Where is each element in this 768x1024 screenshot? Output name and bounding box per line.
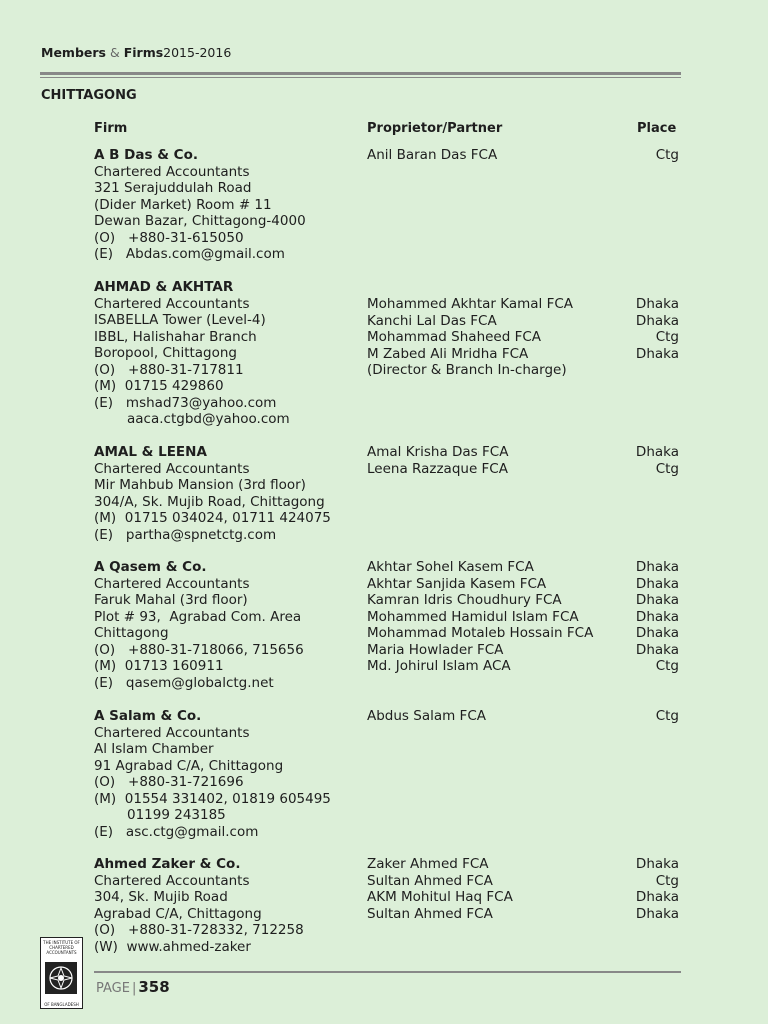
partner-name: Akhtar Sanjida Kasem FCA: [367, 575, 547, 592]
partner-name: M Zabed Ali Mridha FCA: [367, 345, 529, 362]
partner-place: Ctg: [655, 147, 679, 163]
partner-place: Dhaka: [635, 905, 679, 922]
seal-bottom-text: OF BANGLADESH: [44, 1002, 79, 1007]
firm-line: Chartered Accountants: [94, 295, 250, 312]
partner-list: [367, 147, 679, 164]
firm-mobile-alt: 01199 243185: [127, 807, 226, 823]
firm-email: (E) Abdas.com@gmail.com: [94, 246, 285, 262]
partner-place: Ctg: [655, 708, 679, 724]
institute-seal-logo: [40, 937, 83, 1009]
partner-name: AKM Mohitul Haq FCA: [367, 889, 513, 905]
partner-row: [367, 889, 679, 906]
firm-mobile: (M) 01713 160911: [94, 658, 224, 674]
partner-row: [367, 906, 679, 923]
partner-list: [367, 856, 679, 922]
header-amp: &: [109, 45, 120, 60]
firm-line: Dewan Bazar, Chittagong-4000: [94, 213, 306, 229]
partner-row: [367, 147, 679, 164]
page-label: PAGE: [96, 981, 130, 996]
partner-place: Dhaka: [635, 608, 679, 625]
firm-web: (W) www.ahmed-zaker: [94, 938, 251, 955]
partner-name: (Director & Branch In-charge): [367, 362, 567, 378]
firm-line: Chartered Accountants: [94, 163, 250, 180]
partner-row: [367, 592, 679, 609]
firm-mobile: (M) 01715 429860: [94, 378, 224, 394]
firm-line: Plot # 93, Agrabad Com. Area: [94, 608, 302, 625]
partner-place: Dhaka: [635, 559, 679, 575]
firm-name: A B Das & Co.: [94, 147, 198, 163]
page-number: 358: [138, 978, 170, 996]
firm-phone: (O) +880-31-721696: [94, 774, 244, 790]
firm-line: (Dider Market) Room # 11: [94, 196, 272, 213]
partner-name: Mohammed Hamidul Islam FCA: [367, 608, 579, 625]
partner-list: [367, 559, 679, 675]
partner-place: Dhaka: [635, 575, 679, 592]
partner-name: Sultan Ahmed FCA: [367, 872, 493, 889]
partner-list: [367, 444, 679, 477]
footer-rule: [94, 971, 681, 973]
firm-phone: (O) +880-31-615050: [94, 229, 244, 246]
firm-email: (E) asc.ctg@gmail.com: [94, 823, 259, 840]
partner-name: Abdus Salam FCA: [367, 708, 486, 724]
firm-name: Ahmed Zaker & Co.: [94, 856, 241, 872]
partner-name: Anil Baran Das FCA: [367, 147, 498, 163]
partner-name: Mohammed Akhtar Kamal FCA: [367, 296, 574, 312]
firm-phone: (O) +880-31-717811: [94, 361, 244, 378]
header-firms: Firms: [123, 45, 164, 60]
firm-line: Mir Mahbub Mansion (3rd floor): [94, 477, 306, 493]
partner-row: [367, 609, 679, 626]
partner-list: [367, 708, 679, 725]
firm-mobile: (M) 01554 331402, 01819 605495: [94, 790, 331, 807]
partner-row: [367, 873, 679, 890]
firm-line: 304, Sk. Mujib Road: [94, 889, 228, 905]
firm-line: 304/A, Sk. Mujib Road, Chittagong: [94, 493, 325, 510]
header-rule-thin: [40, 77, 681, 78]
firm-email-alt: aaca.ctgbd@yahoo.com: [127, 411, 290, 427]
partner-place: Dhaka: [635, 296, 679, 312]
firm-line: 321 Serajuddulah Road: [94, 180, 252, 196]
firm-name: AHMAD & AKHTAR: [94, 279, 234, 295]
partner-place: Ctg: [655, 658, 679, 674]
partner-name: Maria Howlader FCA: [367, 641, 504, 658]
partner-place: Dhaka: [635, 444, 679, 460]
page-separator: |: [131, 981, 137, 996]
partner-name: Mohammad Shaheed FCA: [367, 329, 542, 345]
partner-row: [367, 856, 679, 873]
firm-line: Chittagong: [94, 625, 169, 641]
partner-row: [367, 444, 679, 461]
firm-email: (E) qasem@globalctg.net: [94, 674, 274, 691]
partner-row: [367, 329, 679, 346]
partner-place: Dhaka: [635, 856, 679, 872]
partner-row: [367, 576, 679, 593]
partner-name: Sultan Ahmed FCA: [367, 905, 493, 922]
firm-line: Chartered Accountants: [94, 460, 250, 477]
partner-note: [367, 362, 679, 379]
firm-line: IBBL, Halishahar Branch: [94, 328, 257, 345]
partner-name: Kanchi Lal Das FCA: [367, 312, 497, 329]
running-header: [41, 45, 231, 60]
firm-name: A Salam & Co.: [94, 708, 202, 724]
partner-row: [367, 642, 679, 659]
firm-email: (E) partha@spnetctg.com: [94, 526, 277, 543]
partner-place: Ctg: [655, 460, 679, 477]
partner-name: Zaker Ahmed FCA: [367, 856, 489, 872]
partner-name: Md. Johirul Islam ACA: [367, 658, 511, 674]
partner-row: [367, 708, 679, 725]
firm-line: Chartered Accountants: [94, 575, 250, 592]
seal-emblem-icon: [45, 962, 77, 994]
partner-name: Leena Razzaque FCA: [367, 460, 508, 477]
firm-phone: (O) +880-31-718066, 715656: [94, 641, 304, 658]
firm-entry: [94, 559, 374, 691]
firm-line: Boropool, Chittagong: [94, 345, 238, 361]
partner-place: Dhaka: [635, 592, 679, 608]
firm-name: AMAL & LEENA: [94, 444, 207, 460]
partner-place: Dhaka: [635, 625, 679, 641]
firm-phone: (O) +880-31-728332, 712258: [94, 922, 304, 938]
partner-place: Dhaka: [635, 312, 679, 329]
partner-place: Ctg: [655, 872, 679, 889]
page-footer: [96, 978, 170, 996]
firm-entry: [94, 279, 374, 428]
partner-place: Dhaka: [635, 889, 679, 905]
partner-row: [367, 625, 679, 642]
partner-row: [367, 461, 679, 478]
firm-line: Chartered Accountants: [94, 724, 250, 741]
firm-entry: [94, 147, 374, 263]
firm-entry: [94, 708, 374, 840]
header-members: Members: [41, 45, 106, 60]
partner-place: Ctg: [655, 329, 679, 345]
firm-email: (E) mshad73@yahoo.com: [94, 394, 277, 411]
firm-line: 91 Agrabad C/A, Chittagong: [94, 757, 284, 774]
partner-name: Amal Krisha Das FCA: [367, 444, 509, 460]
column-partner: Proprietor/Partner: [367, 121, 503, 136]
firm-entry: [94, 444, 374, 543]
partner-row: [367, 658, 679, 675]
firm-line: Chartered Accountants: [94, 872, 250, 889]
partner-row: [367, 313, 679, 330]
column-place: Place: [637, 121, 677, 136]
partner-row: [367, 346, 679, 363]
firm-line: ISABELLA Tower (Level-4): [94, 312, 266, 328]
partner-list: [367, 296, 679, 379]
header-rule: [40, 72, 681, 75]
city-heading: CHITTAGONG: [41, 88, 137, 103]
firm-entry: [94, 856, 374, 955]
firm-mobile: (M) 01715 034024, 01711 424075: [94, 510, 331, 526]
partner-name: Mohammad Motaleb Hossain FCA: [367, 625, 594, 641]
firm-line: Faruk Mahal (3rd floor): [94, 592, 248, 608]
partner-name: Kamran Idris Choudhury FCA: [367, 592, 562, 608]
column-firm: Firm: [94, 121, 128, 136]
firm-line: Agrabad C/A, Chittagong: [94, 905, 262, 922]
partner-name: Akhtar Sohel Kasem FCA: [367, 559, 534, 575]
partner-row: [367, 559, 679, 576]
firm-line: Al Islam Chamber: [94, 741, 214, 757]
partner-place: Dhaka: [635, 641, 679, 658]
seal-top-text: THE INSTITUTE OF CHARTERED ACCOUNTANTS: [43, 940, 80, 955]
partner-row: [367, 296, 679, 313]
firm-name: A Qasem & Co.: [94, 559, 207, 575]
partner-place: Dhaka: [635, 345, 679, 362]
header-years: 2015-2016: [163, 45, 232, 60]
